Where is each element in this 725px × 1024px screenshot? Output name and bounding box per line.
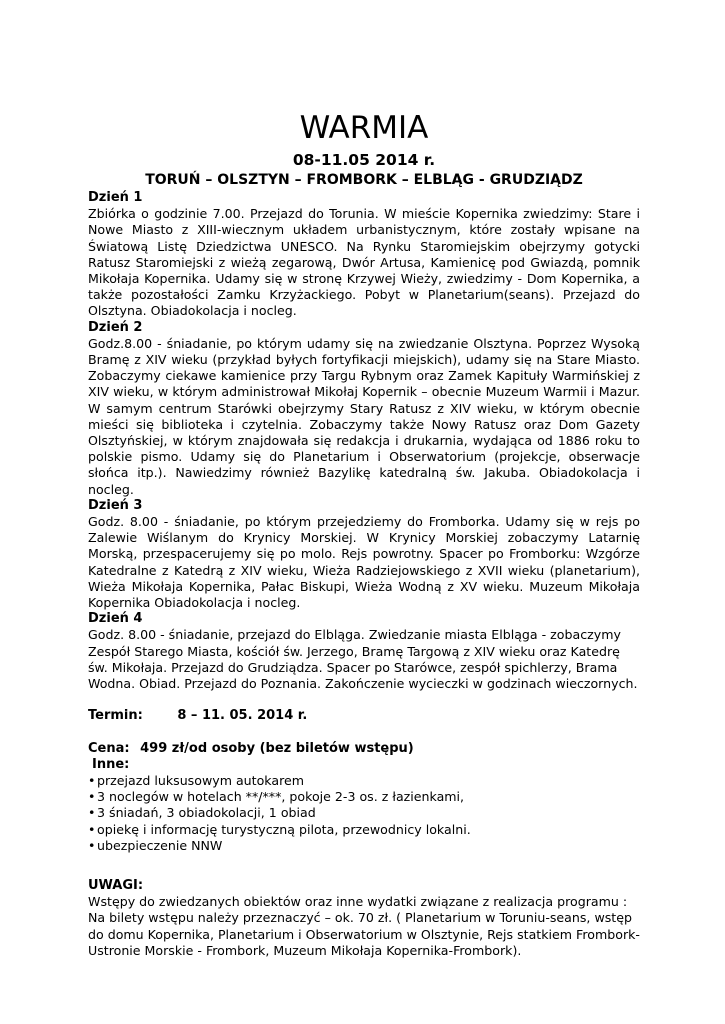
- notes-line-1: Wstępy do zwiedzanych obiektów oraz inne wydatki związane z realizacja programu :: [88, 894, 628, 910]
- day-1-section: [88, 190, 640, 320]
- bullet-icon: •: [88, 837, 96, 853]
- trip-route: TORUŃ – OLSZTYN – FROMBORK – ELBLĄG - GRUDZIĄDZ: [145, 172, 583, 188]
- price-value: 499 zł/od osoby (bez biletów wstępu): [140, 740, 414, 756]
- termin-label: Termin:: [88, 708, 143, 724]
- day-3-section: [88, 498, 640, 611]
- day-3-heading: Dzień 3: [88, 497, 143, 513]
- day-4-heading: Dzień 4: [88, 611, 143, 627]
- bullet-icon: •: [88, 821, 96, 837]
- price-label: Cena:: [88, 740, 130, 756]
- day-1-heading: Dzień 1: [88, 190, 143, 205]
- day-2-section: [88, 320, 640, 498]
- trip-date: 08-11.05 2014 r.: [292, 151, 436, 169]
- day-4-section: [88, 611, 640, 692]
- list-item: • przejazd luksusowym autokarem: [88, 772, 305, 788]
- list-item: • 3 noclegów w hotelach **/***, pokoje 2-3 os. z łazienkami,: [88, 789, 465, 805]
- notes-line-2: Na bilety wstępu należy przeznaczyć – ok. 70 zł. ( Planetarium w Toruniu-seans, wstęp do domu Kopernika, Planetarium i Obserwatorium w Olsztynie, Rejs statkiem Frombork-Ustronie Morskie - Frombork, Muzeum Mikołaja Kopernika-Frombork).: [88, 910, 640, 958]
- day-3-text: Godz. 8.00 - śniadanie, po którym przejedziemy do Fromborka. Udamy się w rejs po Zalewie Wiślanym do Krynicy Morskiej. W Krynicy Morskiej zobaczymy Latarnię Morską, przespacerujemy się po molo. Rejs powrotny. Spacer po Fromborku: Wzgórze Katedralne z Katedrą z XIV wieku, Wieża Radziejowskiego z XVII wieku (planetarium), Wieża Mikołaja Kopernika, Pałac Biskupi, Wieża Wodną z XV wieku. Muzeum Mikołaja Kopernika Obiadokolacja i nocleg.: [88, 514, 640, 611]
- document-page: [88, 108, 640, 959]
- includes-list: [88, 773, 640, 854]
- list-item: • 3 śniadań, 3 obiadokolacji, 1 obiad: [88, 805, 316, 821]
- price-line: [88, 741, 640, 757]
- includes-heading: Inne:: [92, 756, 130, 772]
- bullet-icon: •: [88, 772, 96, 788]
- day-4-text: Godz. 8.00 - śniadanie, przejazd do Elbląga. Zwiedzanie miasta Elbląga - zobaczymy Zespół Starego Miasta, kościół św. Jerzego, Bramę Targową z XIV wieku oraz Katedrę św. Mikołaja. Przejazd do Grudziądza. Spacer po Starówce, zespół spichlerzy, Brama Wodna. Obiad. Przejazd do Poznania. Zakończenie wycieczki w godzinach wieczornych.: [88, 627, 638, 692]
- list-item: • opiekę i informację turystyczną pilota, przewodnicy lokalni.: [88, 821, 471, 837]
- list-item: • ubezpieczenie NNW: [88, 837, 223, 853]
- termin-line: [88, 708, 640, 724]
- document-title: WARMIA: [299, 110, 429, 146]
- termin-value: 8 – 11. 05. 2014 r.: [177, 708, 308, 724]
- bullet-icon: •: [88, 805, 96, 821]
- day-1-text: Zbiórka o godzinie 7.00. Przejazd do Torunia. W mieście Kopernika zwiedzimy: Stare i Nowe Miasto z XIII-wiecznym układem urbanistycznym, które zostały wpisane na Światową Listę Dziedzictwa UNESCO. Na Rynku Staromiejskim obejrzymy gotycki Ratusz Staromiejski z wieżą zegarową, Dwór Artusa, Kamienicę pod Gwiazdą, pomnik Mikołaja Kopernika. Udamy się w stronę Krzywej Wieży, zwiedzimy - Dom Kopernika, a także pozostałości Zamku Krzyżackiego. Pobyt w Planetarium(seans). Przejazd do Olsztyna. Obiadokolacja i nocleg.: [88, 206, 640, 319]
- notes-heading: UWAGI:: [88, 877, 144, 893]
- day-2-text: Godz.8.00 - śniadanie, po którym udamy się na zwiedzanie Olsztyna. Poprzez Wysoką Bramę z XIV wieku (przykład byłych fortyfikacji miejskich), udamy się na Stare Miasto. Zobaczymy ciekawe kamienice przy Targu Rybnym oraz Zamek Kapituły Warmińskiej z XIV wieku, w którym administrował Mikołaj Kopernik – obecnie Muzeum Warmii i Mazur. W samym centrum Starówki obejrzymy Stary Ratusz z XIV wieku, w którym obecnie mieści się biblioteka i czytelnia. Zobaczymy także Nowy Ratusz oraz Dom Gazety Olsztyńskiej, w którym znajdowała się redakcja i drukarnia, wydająca od 1886 roku to polskie pismo. Udamy się do Planetarium i Obserwatorium (projekcje, obserwacje słońca itp.). Nawiedzimy również Bazylikę katedralną św. Jakuba. Obiadokolacja i nocleg.: [88, 335, 640, 497]
- day-2-heading: Dzień 2: [88, 319, 143, 335]
- bullet-icon: •: [88, 789, 96, 805]
